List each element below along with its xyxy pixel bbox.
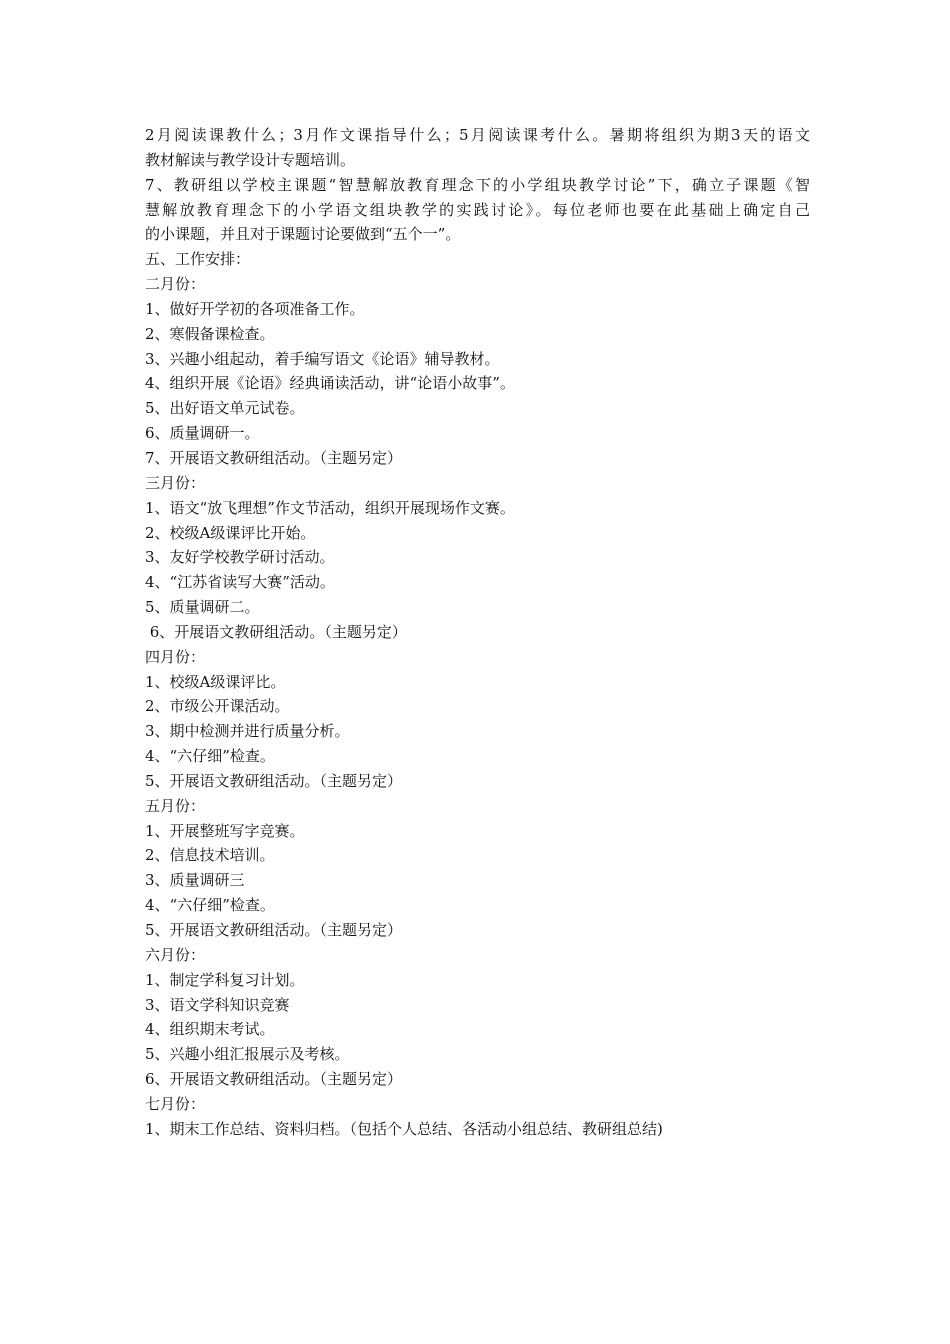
intro-line: 教材解读与教学设计专题培训。 (145, 150, 356, 169)
list-item: 5、开展语文教研组活动。（主题另定） (145, 921, 403, 939)
intro-line: 的小课题，并且对于课题讨论要做到“五个一”。 (145, 225, 461, 244)
month-heading: 七月份： (145, 1094, 206, 1113)
month-heading: 二月份： (145, 275, 206, 294)
list-item: 1、制定学科复习计划。 (145, 970, 305, 989)
list-item: 1、开展整班写字竞赛。 (145, 821, 305, 840)
list-item: 5、质量调研二。 (145, 598, 260, 617)
list-item: 5、兴趣小组汇报展示及考核。 (145, 1045, 350, 1064)
section-title: 五、工作安排： (145, 250, 251, 269)
month-heading: 四月份： (145, 647, 206, 666)
list-item: 5、出好语文单元试卷。 (145, 399, 305, 418)
list-item: 4、“六仔细”检查。 (145, 896, 275, 915)
month-heading: 三月份： (145, 473, 206, 492)
list-item: 6、开展语文教研组活动。（主题另定） (145, 1070, 403, 1089)
list-item: 2、校级A级课评比开始。 (145, 523, 316, 542)
list-item: 3、语文学科知识竞赛 (145, 995, 290, 1014)
month-heading: 六月份： (145, 945, 206, 964)
list-item: 3、期中检测并进行质量分析。 (145, 722, 350, 741)
list-item: 4、“江苏省读写大赛”活动。 (145, 573, 335, 592)
list-item: 7、开展语文教研组活动。（主题另定） (145, 448, 403, 467)
month-heading: 五月份： (145, 796, 206, 815)
list-item: 2、寒假备课检查。 (145, 324, 275, 343)
list-item: 4、组织期末考试。 (145, 1020, 275, 1039)
list-item: 6、开展语文教研组活动。（主题另定） (145, 622, 407, 641)
list-item: 3、友好学校教学研讨活动。 (145, 548, 335, 567)
list-item: 2、信息技术培训。 (145, 846, 275, 865)
intro-line: 2月阅读课教什么；3月作文课指导什么；5月阅读课考什么。暑期将组织为期3天的语文 (145, 126, 810, 144)
intro-line: 7、教研组以学校主课题“智慧解放教育理念下的小学组块教学讨论”下，确立子课题《智 (145, 175, 810, 194)
list-item: 5、开展语文教研组活动。（主题另定） (145, 771, 403, 790)
list-item: 1、期末工作总结、资料归档。（包括个人总结、各活动小组总结、教研组总结) (145, 1119, 663, 1138)
list-item: 1、做好开学初的各项准备工作。 (145, 299, 365, 318)
list-item: 1、语文“放飞理想”作文节活动，组织开展现场作文赛。 (145, 498, 515, 517)
intro-line: 慧解放教育理念下的小学语文组块教学的实践讨论》。每位老师也要在此基础上确定自己 (145, 200, 810, 219)
list-item: 2、市级公开课活动。 (145, 697, 290, 716)
list-item: 3、兴趣小组起动，着手编写语文《论语》辅导教材。 (145, 349, 500, 368)
list-item: 4、“六仔细”检查。 (145, 747, 275, 766)
list-item: 6、质量调研一。 (145, 424, 260, 443)
document-page (145, 123, 810, 1142)
list-item: 4、组织开展《论语》经典诵读活动，讲“论语小故事”。 (145, 374, 515, 393)
list-item: 1、校级A级课评比。 (145, 672, 286, 691)
list-item: 3、质量调研三 (145, 871, 245, 890)
